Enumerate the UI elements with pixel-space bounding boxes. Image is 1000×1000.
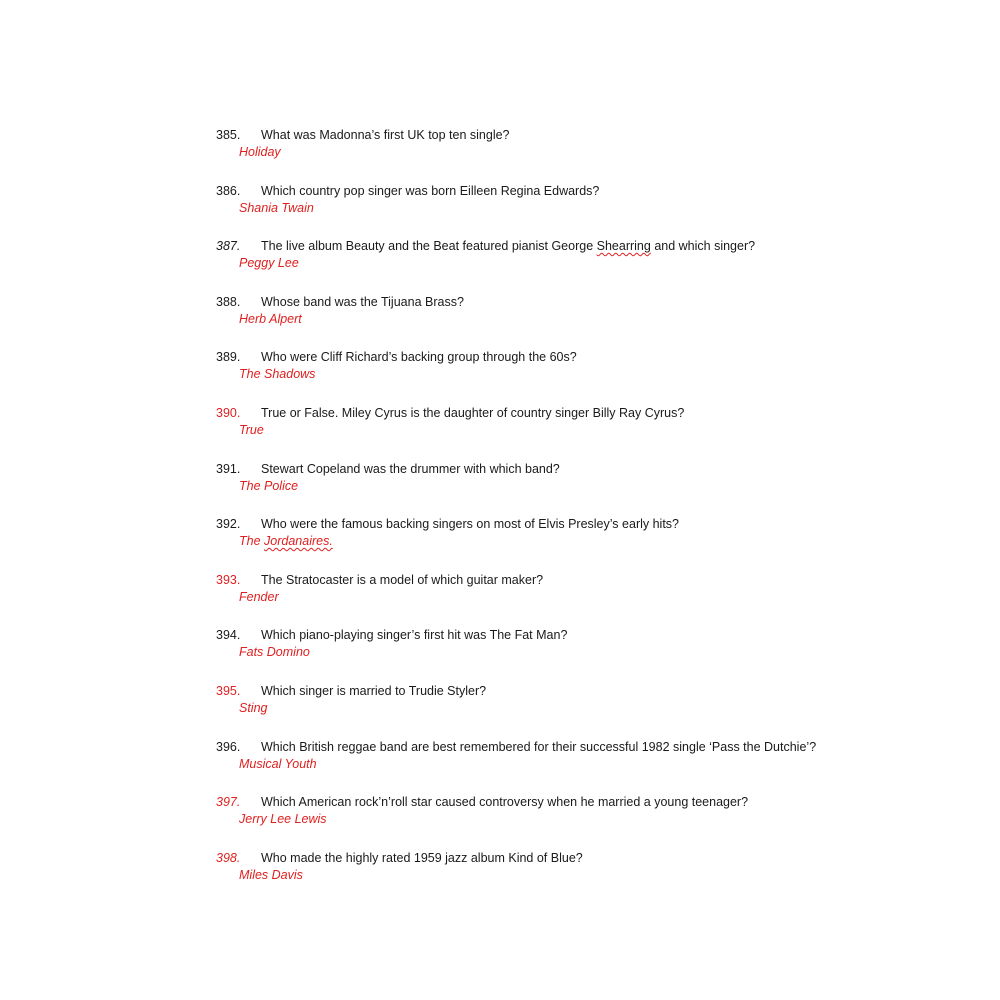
question-text: [261, 739, 816, 756]
answer-text-part: True: [239, 422, 264, 437]
question-text: [261, 850, 583, 867]
question-item: [216, 238, 976, 294]
question-number: 391.: [216, 461, 241, 476]
answer-text: [239, 867, 976, 884]
question-number: 397.: [216, 795, 241, 810]
question-line: [216, 127, 976, 144]
question-item: [216, 683, 976, 739]
question-text-part: Which British reggae band are best remembered for their successful 1982 single ‘Pass the Dutchie’?: [261, 739, 817, 754]
question-number: 386.: [216, 183, 241, 198]
question-line: [216, 739, 976, 756]
question-item: [216, 516, 976, 572]
question-text: [261, 405, 684, 422]
question-line: [216, 683, 976, 700]
question-text: [261, 294, 464, 311]
question-line: [216, 349, 976, 366]
question-text-part: Which singer is married to Trudie Styler?: [261, 683, 487, 698]
question-line: [216, 627, 976, 644]
question-text-part: Who made the highly rated 1959 jazz album Kind of Blue?: [261, 850, 583, 865]
answer-text-part: Sting: [239, 700, 268, 715]
answer-text-part: Fender: [239, 589, 279, 604]
question-number: 390.: [216, 405, 241, 420]
answer-text: [239, 311, 976, 328]
question-text: [261, 683, 486, 700]
question-item: [216, 461, 976, 517]
question-item: [216, 405, 976, 461]
question-line: [216, 238, 976, 255]
question-item: [216, 349, 976, 405]
question-number: 392.: [216, 517, 241, 532]
question-text-part: Who were Cliff Richard’s backing group through the 60s?: [261, 350, 577, 365]
question-line: [216, 516, 976, 533]
answer-text: [239, 589, 976, 606]
question-item: [216, 850, 976, 906]
question-item: [216, 627, 976, 683]
question-item: [216, 739, 976, 795]
question-item: [216, 794, 976, 850]
answer-text-part: The Police: [239, 478, 299, 493]
question-text: [261, 572, 543, 589]
answer-text: [239, 756, 976, 773]
question-item: [216, 572, 976, 628]
question-number: 385.: [216, 128, 241, 142]
answer-text-part: Miles Davis: [239, 867, 303, 882]
answer-text: [239, 255, 976, 272]
answer-text: [239, 533, 976, 550]
question-number: 396.: [216, 739, 241, 754]
answer-text: [239, 144, 976, 161]
answer-text-part: Peggy Lee: [239, 256, 299, 271]
question-line: [216, 850, 976, 867]
question-text-part: The live album Beauty and the Beat featured pianist George: [261, 239, 597, 254]
question-line: [216, 572, 976, 589]
question-line: [216, 183, 976, 200]
spelling-flagged-word: Shearring: [596, 239, 651, 254]
question-item: [216, 183, 976, 239]
question-number: 388.: [216, 294, 241, 309]
question-text: [261, 183, 599, 200]
question-number: 389.: [216, 350, 241, 365]
answer-text-part: Herb Alpert: [239, 311, 302, 326]
question-text-part: and which singer?: [650, 239, 756, 254]
answer-text-part: Shania Twain: [239, 200, 314, 215]
question-text-part: Which American rock’n’roll star caused controversy when he married a young teenager?: [261, 795, 749, 810]
question-line: [216, 794, 976, 811]
answer-text: [239, 200, 976, 217]
question-line: [216, 461, 976, 478]
question-text: [261, 627, 567, 644]
question-text: [261, 238, 755, 255]
question-text-part: Which country pop singer was born Eilleen Regina Edwards?: [261, 183, 600, 198]
question-list: [216, 127, 976, 905]
question-text-part: Who were the famous backing singers on most of Elvis Presley’s early hits?: [261, 517, 680, 532]
question-text: [261, 516, 679, 533]
answer-text-part: Musical Youth: [239, 756, 317, 771]
answer-text: [239, 644, 976, 661]
question-item: [216, 127, 976, 183]
question-text: [261, 349, 577, 366]
question-text-part: Which piano-playing singer’s first hit was The Fat Man?: [261, 628, 568, 643]
question-number: 394.: [216, 628, 241, 643]
answer-text-part: Jerry Lee Lewis: [239, 812, 327, 827]
answer-text: [239, 700, 976, 717]
answer-text-part: The Shadows: [239, 367, 316, 382]
question-number: 387.: [216, 239, 241, 254]
question-text: [261, 794, 748, 811]
spelling-flagged-word: Jordanaires.: [264, 534, 333, 549]
question-text-part: What was Madonna’s first UK top ten single?: [261, 128, 510, 142]
answer-text: [239, 811, 976, 828]
question-text: [261, 461, 560, 478]
answer-text: [239, 422, 976, 439]
question-text-part: Stewart Copeland was the drummer with which band?: [261, 461, 560, 476]
question-text: [261, 127, 510, 144]
answer-text-part: Fats Domino: [239, 645, 310, 660]
question-text-part: Whose band was the Tijuana Brass?: [261, 294, 464, 309]
question-text-part: The Stratocaster is a model of which guitar maker?: [261, 572, 544, 587]
question-text-part: True or False. Miley Cyrus is the daughter of country singer Billy Ray Cyrus?: [261, 405, 685, 420]
question-number: 398.: [216, 850, 241, 865]
answer-text: [239, 478, 976, 495]
answer-text-part: The: [239, 534, 265, 549]
question-item: [216, 294, 976, 350]
question-line: [216, 405, 976, 422]
answer-text: [239, 366, 976, 383]
answer-text-part: Holiday: [239, 145, 281, 159]
question-line: [216, 294, 976, 311]
question-number: 395.: [216, 683, 241, 698]
question-number: 393.: [216, 572, 241, 587]
